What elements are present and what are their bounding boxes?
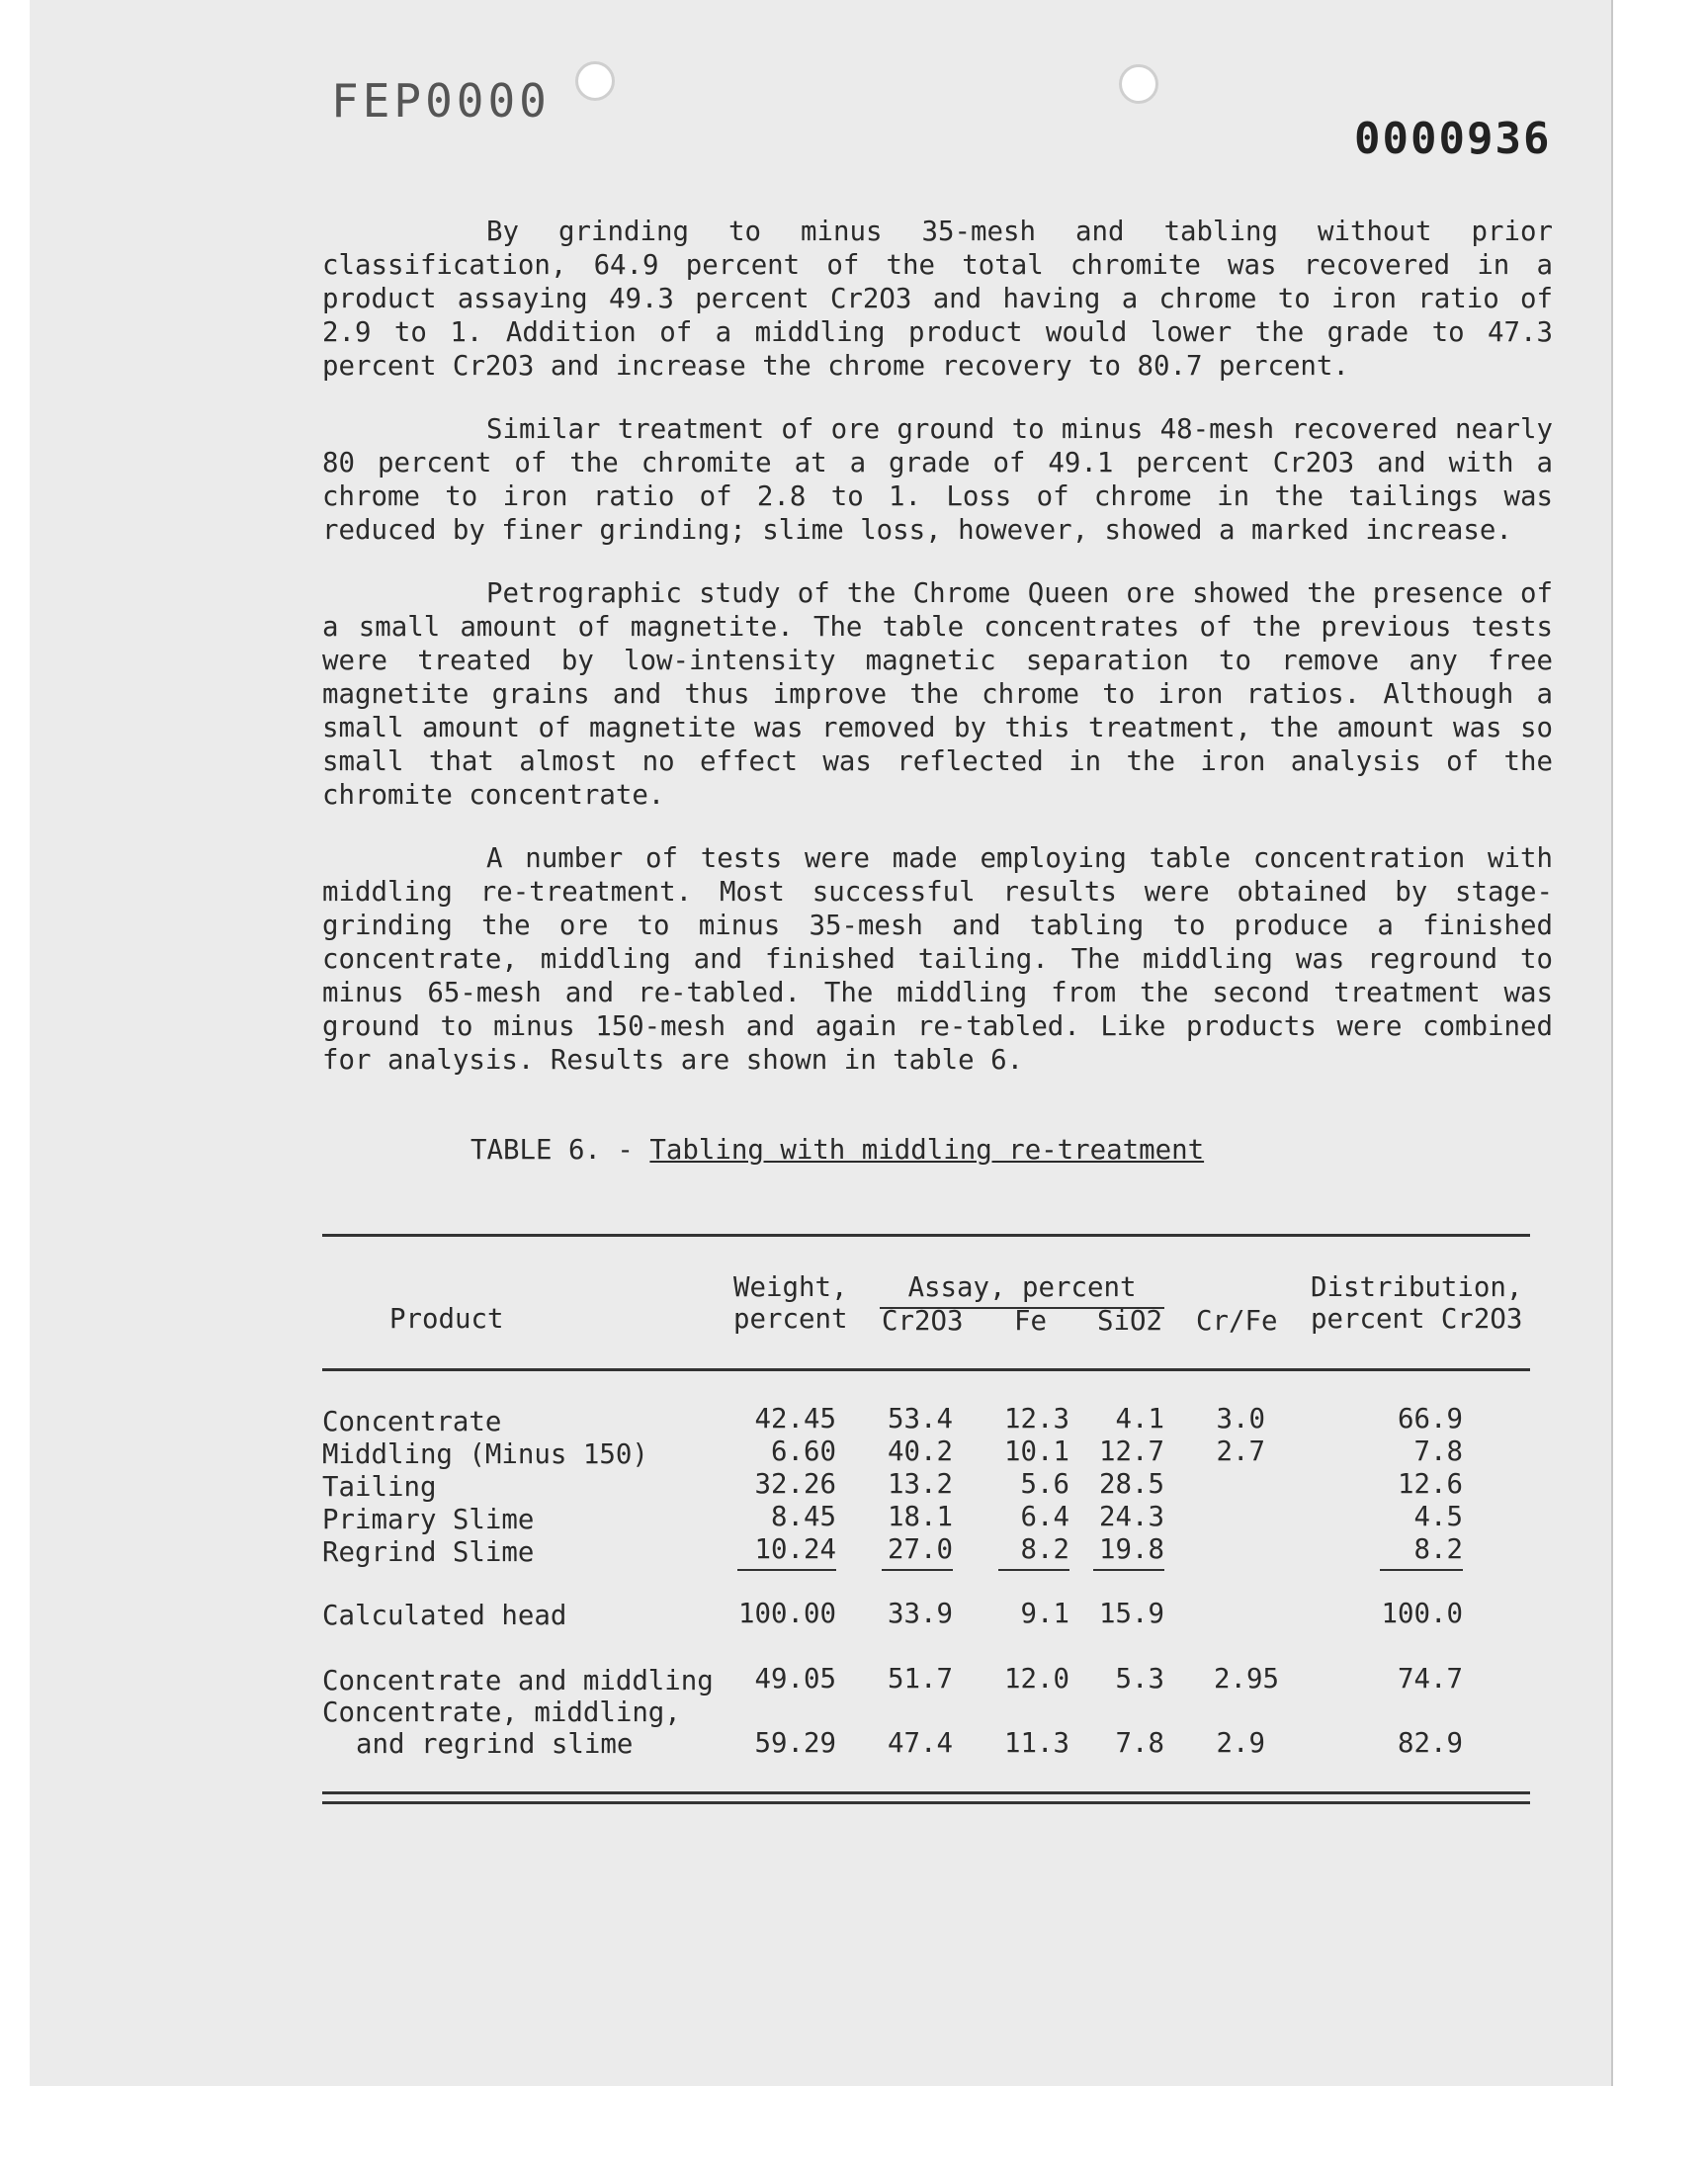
paragraph-1: By grinding to minus 35-mesh and tabling without prior classification, 64.9 percent of the total chromite was recovered in a product assaying 49.3 percent Cr2O3 and having a chrome to iron ratio of 2.9 to 1. Addition of a middling product would lower the grade to 47.3 percent Cr2O3 and increase the chrome recovery to 80.7 percent. [322, 217, 1553, 382]
header-sio2: SiO2 [1097, 1306, 1162, 1337]
header-cr2o3: Cr2O3 [882, 1306, 964, 1337]
stamp-left: FEP0000 [331, 74, 551, 128]
combined-2-product-line2: and regrind slime [356, 1729, 634, 1760]
row-4-weight: 8.45 [771, 1502, 836, 1532]
row-3-distribution: 12.6 [1398, 1469, 1463, 1500]
combined-2-product-line1: Concentrate, middling, [322, 1697, 681, 1728]
header-weight-line1: Weight, [733, 1272, 848, 1303]
combined-1-sio2: 5.3 [1115, 1664, 1164, 1695]
punch-hole-left [575, 61, 615, 101]
row-5-product: Regrind Slime [322, 1537, 535, 1568]
header-assay: Assay, percent [880, 1271, 1164, 1309]
combined-2-fe: 11.3 [1004, 1728, 1069, 1759]
header-bottom-rule [322, 1368, 1530, 1371]
combined-2-crfe: 2.9 [1216, 1728, 1265, 1759]
row-1-product: Concentrate [322, 1407, 502, 1437]
row-5-fe: 8.2 [998, 1533, 1069, 1571]
table-bottom-rule-2 [322, 1801, 1530, 1804]
row-3-product: Tailing [322, 1472, 437, 1503]
combined-1-weight: 49.05 [754, 1664, 836, 1695]
header-distribution-line2: percent Cr2O3 [1311, 1304, 1523, 1335]
row-4-cr2o3: 18.1 [888, 1502, 953, 1532]
calc-head-fe: 9.1 [1020, 1599, 1069, 1629]
paragraph-3: Petrographic study of the Chrome Queen ore showed the presence of a small amount of magnetite. The table concentrates of the previous tests were treated by low-intensity magnetic separation to remove any free magnetite grains and thus improve the chrome to iron ratios. Although a small amount of magnetite was removed by this treatment, the amount was so small that almost no effect was reflected in the iron analysis of the chromite concentrate. [322, 578, 1553, 811]
table-top-rule [322, 1234, 1530, 1237]
row-5-distribution: 8.2 [1380, 1533, 1463, 1571]
row-1-fe: 12.3 [1004, 1404, 1069, 1435]
combined-1-fe: 12.0 [1004, 1664, 1069, 1695]
combined-2-weight: 59.29 [754, 1728, 836, 1759]
calc-head-weight: 100.00 [738, 1599, 836, 1629]
combined-2-cr2o3: 47.4 [888, 1728, 953, 1759]
row-2-product: Middling (Minus 150) [322, 1439, 648, 1470]
row-2-distribution: 7.8 [1413, 1436, 1463, 1467]
row-3-fe: 5.6 [1020, 1469, 1069, 1500]
row-4-distribution: 4.5 [1413, 1502, 1463, 1532]
row-1-distribution: 66.9 [1398, 1404, 1463, 1435]
combined-1-crfe: 2.95 [1214, 1664, 1279, 1695]
header-crfe: Cr/Fe [1196, 1306, 1278, 1337]
row-5-weight: 10.24 [737, 1533, 836, 1571]
row-5-sio2: 19.8 [1093, 1533, 1164, 1571]
row-1-cr2o3: 53.4 [888, 1404, 953, 1435]
header-fe: Fe [1014, 1306, 1047, 1337]
row-3-weight: 32.26 [754, 1469, 836, 1500]
table-title [470, 1135, 1204, 1166]
row-3-cr2o3: 13.2 [888, 1469, 953, 1500]
row-1-sio2: 4.1 [1115, 1404, 1164, 1435]
combined-1-cr2o3: 51.7 [888, 1664, 953, 1695]
row-2-weight: 6.60 [771, 1436, 836, 1467]
combined-1-product: Concentrate and middling [322, 1666, 714, 1696]
row-1-weight: 42.45 [754, 1404, 836, 1435]
header-weight-line2: percent [733, 1304, 848, 1335]
row-4-product: Primary Slime [322, 1505, 535, 1535]
table-title-text: Tabling with middling re-treatment [649, 1135, 1205, 1166]
table-bottom-rule-1 [322, 1791, 1530, 1794]
row-1-crfe: 3.0 [1216, 1404, 1265, 1435]
row-2-cr2o3: 40.2 [888, 1436, 953, 1467]
row-3-sio2: 28.5 [1099, 1469, 1164, 1500]
paragraph-2: Similar treatment of ore ground to minus 48-mesh recovered nearly 80 percent of the chromite at a grade of 49.1 percent Cr2O3 and with a chrome to iron ratio of 2.8 to 1. Loss of chrome in the tailings was reduced by finer grinding; slime loss, however, showed a marked increase. [322, 414, 1553, 546]
paragraph-4: A number of tests were made employing table concentration with middling re-treatment. Most successful results were obtained by stage-grinding the ore to minus 35-mesh and tabling to produce a finished concentrate, middling and finished tailing. The middling was reground to minus 65-mesh and re-tabled. The middling from the second treatment was ground to minus 150-mesh and again re-tabled. Like products were combined for analysis. Results are shown in table 6. [322, 843, 1553, 1076]
combined-1-distribution: 74.7 [1398, 1664, 1463, 1695]
row-2-sio2: 12.7 [1099, 1436, 1164, 1467]
header-product: Product [389, 1304, 504, 1335]
row-2-fe: 10.1 [1004, 1436, 1069, 1467]
row-4-sio2: 24.3 [1099, 1502, 1164, 1532]
punch-hole-right [1119, 64, 1158, 104]
row-4-fe: 6.4 [1020, 1502, 1069, 1532]
combined-2-sio2: 7.8 [1115, 1728, 1164, 1759]
body-text [322, 216, 1553, 1107]
calc-head-product: Calculated head [322, 1601, 567, 1631]
stamp-right: 0000936 [1354, 114, 1552, 164]
calc-head-sio2: 15.9 [1099, 1599, 1164, 1629]
row-2-crfe: 2.7 [1216, 1436, 1265, 1467]
combined-2-distribution: 82.9 [1398, 1728, 1463, 1759]
row-5-cr2o3: 27.0 [882, 1533, 953, 1571]
calc-head-distribution: 100.0 [1381, 1599, 1463, 1629]
table-title-prefix: TABLE 6. - [470, 1135, 634, 1166]
calc-head-cr2o3: 33.9 [888, 1599, 953, 1629]
header-distribution-line1: Distribution, [1311, 1272, 1523, 1303]
